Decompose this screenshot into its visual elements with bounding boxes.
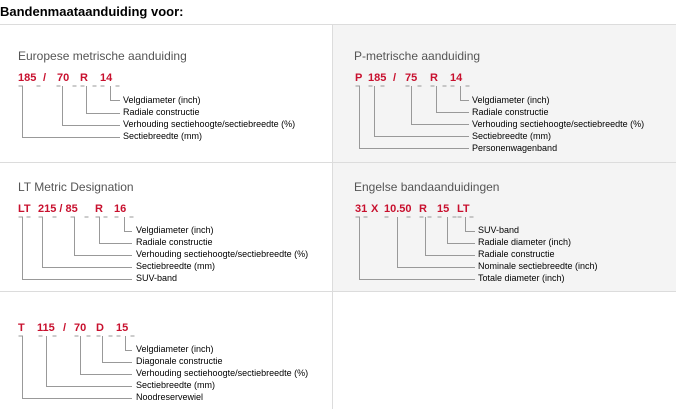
code-rim-diameter: 14 <box>450 72 463 84</box>
code-overall-diameter: 31 <box>355 203 368 215</box>
label-construction: Radiale constructie <box>478 249 555 259</box>
panel-english-sizes <box>333 163 676 291</box>
code-aspect-ratio: 70 <box>57 72 70 84</box>
code-construction: R <box>95 203 103 215</box>
panel-title: P-metrische aanduiding <box>354 49 481 63</box>
label-section-width: Sectiebreedte (mm) <box>472 131 552 141</box>
code-section-width: 115 <box>37 322 55 334</box>
callout-lines <box>0 25 332 162</box>
code-construction: R <box>80 72 88 84</box>
label-construction: Diagonale constructie <box>136 356 223 366</box>
code-passenger: P <box>355 72 363 84</box>
label-construction: Radiale constructie <box>472 107 549 117</box>
label-section-width: Sectiebreedte (mm) <box>123 131 203 141</box>
panel-temporary-spare <box>0 292 332 409</box>
code-rim-diameter: 16 <box>114 203 127 215</box>
page-title: Bandenmaataanduiding voor: <box>0 4 184 19</box>
code-temporary: T <box>18 322 25 334</box>
label-aspect-ratio: Verhouding sectiehoogte/sectiebreedte (%) <box>136 249 309 259</box>
code-section-width: 185 <box>18 72 37 84</box>
code-construction: D <box>96 322 104 334</box>
label-aspect-ratio: Verhouding sectiehoogte/sectiebreedte (%) <box>123 119 296 129</box>
label-overall-diameter: Totale diameter (inch) <box>478 273 565 283</box>
panel-lt-metric <box>0 163 332 291</box>
code-section-width: 10.50 <box>384 203 412 215</box>
label-section-width: Sectiebreedte (mm) <box>136 261 216 271</box>
code-construction: R <box>419 203 427 215</box>
label-rim-diameter: Velgdiameter (inch) <box>472 95 550 105</box>
panel-title: Europese metrische aanduiding <box>18 49 187 63</box>
code-rim-diameter: 15 <box>437 203 450 215</box>
code-section-width: 185 <box>368 72 387 84</box>
panel-euro-metric <box>0 25 332 162</box>
label-nominal-width: Nominale sectiebreedte (inch) <box>478 261 598 271</box>
code-aspect-ratio: 75 <box>405 72 418 84</box>
label-construction: Radiale constructie <box>123 107 200 117</box>
code-slash: / <box>393 72 397 84</box>
code-light-truck: LT <box>457 203 470 215</box>
callout-lines <box>333 25 676 162</box>
code-slash: / <box>43 72 47 84</box>
code-construction: R <box>430 72 438 84</box>
label-suv-tire: SUV-band <box>478 225 520 235</box>
label-rim-diameter: Velgdiameter (inch) <box>136 225 214 235</box>
label-construction: Radiale constructie <box>136 237 213 247</box>
label-radial-diameter: Radiale diameter (inch) <box>478 237 572 247</box>
label-rim-diameter: Velgdiameter (inch) <box>136 344 214 354</box>
label-section-width: Sectiebreedte (mm) <box>136 380 216 390</box>
code-light-truck: LT <box>18 203 31 215</box>
code-rim-diameter: 15 <box>116 322 129 334</box>
code-rim-diameter: 14 <box>100 72 113 84</box>
label-passenger-tire: Personenwagenband <box>472 143 558 153</box>
label-aspect-ratio: Verhouding sectiehoogte/sectiebreedte (%) <box>472 119 645 129</box>
label-suv-tire: SUV-band <box>136 273 178 283</box>
code-slash: / <box>63 322 67 334</box>
code-width-aspect: 215 / 85 <box>38 203 78 215</box>
code-aspect-ratio: 70 <box>74 322 87 334</box>
code-x: X <box>371 203 379 215</box>
panel-title: Engelse bandaanduidingen <box>354 180 500 194</box>
label-aspect-ratio: Verhouding sectiehoogte/sectiebreedte (%) <box>136 368 309 378</box>
label-rim-diameter: Velgdiameter (inch) <box>123 95 201 105</box>
panel-p-metric <box>333 25 676 162</box>
label-spare-wheel: Noodreservewiel <box>136 392 204 402</box>
panel-title: LT Metric Designation <box>18 180 134 194</box>
